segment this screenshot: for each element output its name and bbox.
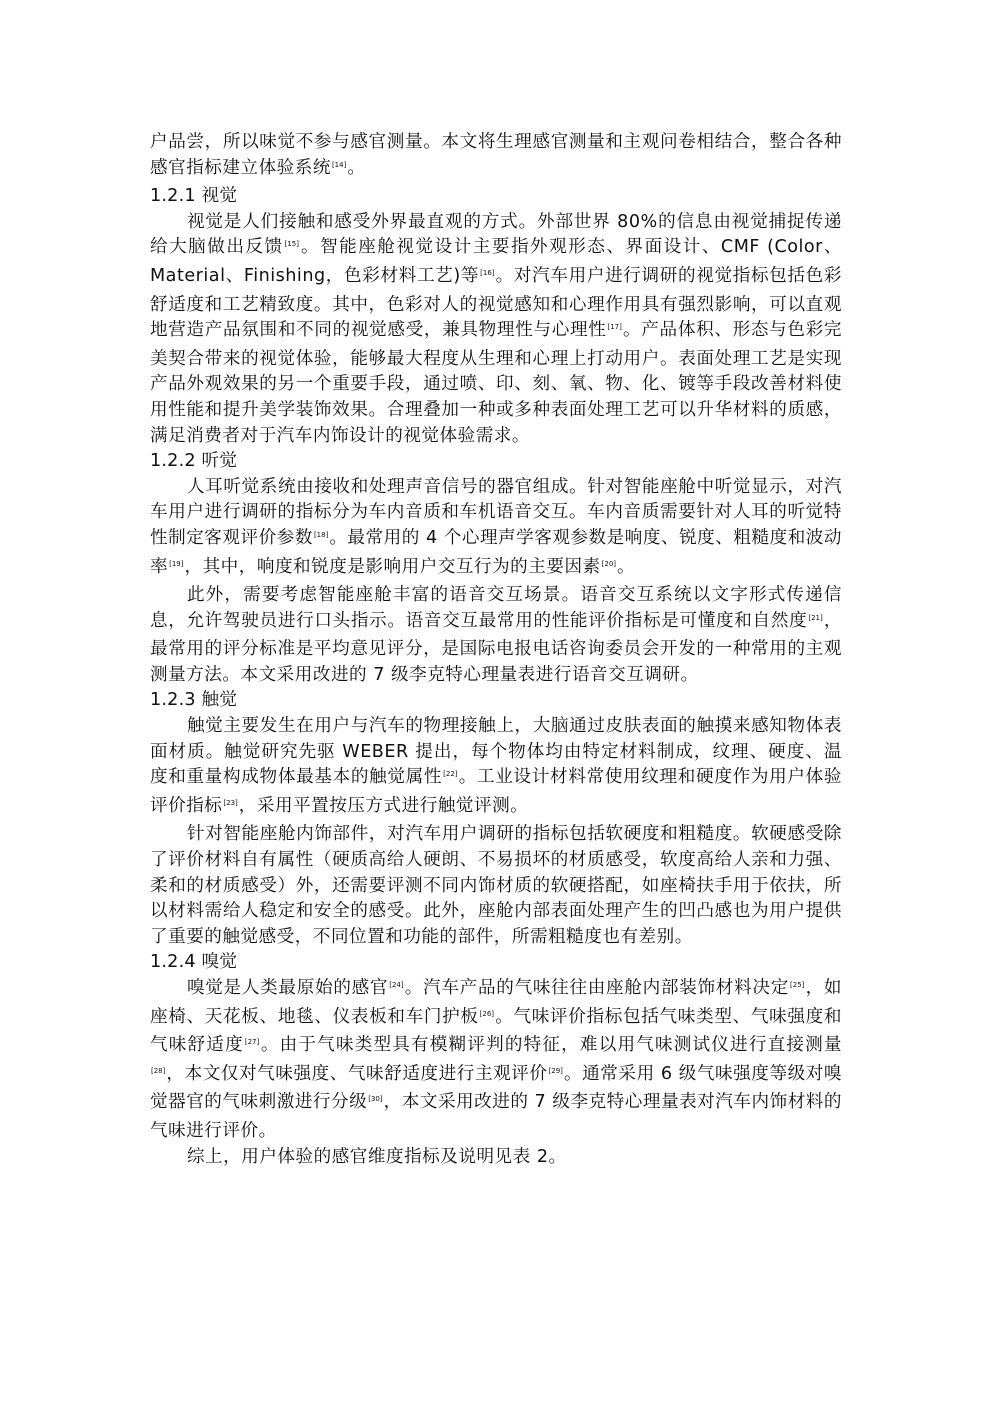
citation-29: [29] — [548, 1066, 563, 1075]
text: ，其中，响度和锐度是影响用户交互行为的主要因素 — [184, 556, 601, 577]
text: 。智能座舱视觉设计主要指外观形态、界面设计、CMF (Color、Material、Finishing，色彩材料工艺)等 — [150, 237, 842, 286]
citation-25: [25] — [790, 981, 805, 989]
citation-21: [21] — [808, 613, 823, 622]
text: 人耳听觉系统由接收和处理声音信号的器官组成。针对智能座舱中听觉显示，对汽车用户进行调研的指标分为车内音质和车机语音交互。车内音质需要针对人耳的听觉特性制定客观评价参数 — [150, 476, 842, 548]
citation-19: [19] — [169, 559, 184, 568]
paragraph-voice-interaction — [150, 583, 842, 688]
text: 嗅觉是人类最原始的感官 — [186, 978, 389, 998]
text: 。 — [347, 157, 366, 178]
section-heading-hearing: 1.2.2 听觉 — [150, 451, 238, 472]
text: 。通常采用 6 级气味强度等级对嗅觉器官的气味刺激进行分级 — [150, 1063, 842, 1113]
paragraph-touch-interior — [150, 822, 842, 950]
section-heading-vision: 1.2.1 视觉 — [150, 186, 238, 207]
text: 。产品体积、形态与色彩完美契合带来的视觉体验，能够最大程度从生理和心理上打动用户。表面处理工艺是实现产品外观效果的另一个重要手段，通过喷、印、刻、氧、物、化、镀等手段改善材料使用性能和提升美学装饰效果。合理叠加一种或多种表面处理工艺可以升华材料的质感，满足消费者对于汽车内饰设计的视觉体验需求。 — [150, 320, 842, 446]
citation-23: [23] — [223, 798, 238, 807]
citation-20: [20] — [601, 559, 617, 568]
text: 。汽车产品的气味往往由座舱内部装饰材料决定 — [404, 978, 790, 998]
citation-26: [26] — [479, 1009, 495, 1018]
text: 针对智能座舱内饰部件，对汽车用户调研的指标包括软硬度和粗糙度。软硬感受除了评价材料自有属性（硬质高给人硬朗、不易损坏的材质感受，软度高给人亲和力强、柔和的材质感受）外，还需要评测不同内饰材质的软硬搭配，如座椅扶手用于依扶，所以材料需给人稳定和安全的感受。此外，座舱内部表面处理产生的凹凸感也为用户提供了重要的触觉感受，不同位置和功能的部件，所需粗糙度也有差别。 — [150, 824, 842, 947]
paragraph-taste-conclusion — [150, 130, 842, 184]
paragraph-smell — [150, 976, 842, 1145]
citation-24: [24] — [389, 981, 404, 989]
text: 此外，需要考虑智能座舱丰富的语音交互场景。语音交互系统以文字形式传递信息，允许驾驶员进行口头指示。语音交互最常用的性能评价指标是可懂度和自然度 — [150, 585, 842, 631]
citation-18: [18] — [313, 530, 329, 539]
text: 。 — [617, 556, 636, 577]
document-page — [150, 130, 842, 1170]
text: ，最常用的评分标准是平均意见评分，是国际电报电话咨询委员会开发的一种常用的主观测量方法。本文采用改进的 7 级李克特心理量表进行语音交互调研。 — [150, 610, 842, 685]
citation-27: [27] — [244, 1038, 260, 1047]
citation-14: [14] — [331, 160, 347, 169]
section-heading-touch: 1.2.3 触觉 — [150, 690, 238, 711]
citation-16: [16] — [480, 268, 495, 277]
text: 视觉是人们接触和感受外界最直观的方式。外部世界 80%的信息由视觉捕捉传递给大脑做出反馈 — [150, 211, 842, 258]
paragraph-summary — [150, 1145, 842, 1171]
text: 。由于气味类型具有模糊评判的特征，难以用气味测试仪进行直接测量 — [260, 1035, 842, 1056]
text: ，本文仅对气味强度、气味舒适度进行主观评价 — [166, 1063, 548, 1084]
paragraph-vision — [150, 210, 842, 449]
paragraph-hearing — [150, 475, 842, 583]
paragraph-touch — [150, 714, 842, 822]
text: 。工业设计材料常使用纹理和硬度作为用户体验评价指标 — [150, 767, 842, 816]
citation-28: [28] — [151, 1066, 166, 1075]
section-heading-smell: 1.2.4 嗅觉 — [150, 952, 238, 973]
citation-22: [22] — [443, 770, 458, 779]
citation-17: [17] — [607, 323, 622, 332]
text: 。气味评价指标包括气味类型、气味强度和气味舒适度 — [150, 1006, 842, 1056]
text: 触觉主要发生在用户与汽车的物理接触上，大脑通过皮肤表面的触摸来感知物体表面材质。触觉研究先驱 WEBER 提出，每个物体均由特定材料制成，纹理、硬度、温度和重量构成物体最基本的触觉属性 — [150, 716, 842, 788]
citation-30: [30] — [368, 1095, 383, 1104]
text: 。最常用的 4 个心理声学客观参数是响度、锐度、粗糙度和波动率 — [150, 527, 842, 577]
text: ，采用平置按压方式进行触觉评测。 — [238, 795, 529, 816]
text: 综上，用户体验的感官维度指标及说明见表 2。 — [186, 1146, 567, 1167]
text: 户品尝，所以味觉不参与感官测量。本文将生理感官测量和主观问卷相结合，整合各种感官指标建立体验系统 — [150, 132, 842, 178]
text: ，本文采用改进的 7 级李克特心理量表对汽车内饰材料的气味进行评价。 — [150, 1092, 842, 1141]
citation-15: [15] — [284, 240, 299, 249]
text: ，如座椅、天花板、地毯、仪表板和车门护板 — [150, 978, 842, 1027]
text: 。对汽车用户进行调研的视觉指标包括色彩舒适度和工艺精致度。其中，色彩对人的视觉感知和心理作用具有强烈影响，可以直观地营造产品氛围和不同的视觉感受，兼具物理性与心理性 — [150, 265, 842, 341]
